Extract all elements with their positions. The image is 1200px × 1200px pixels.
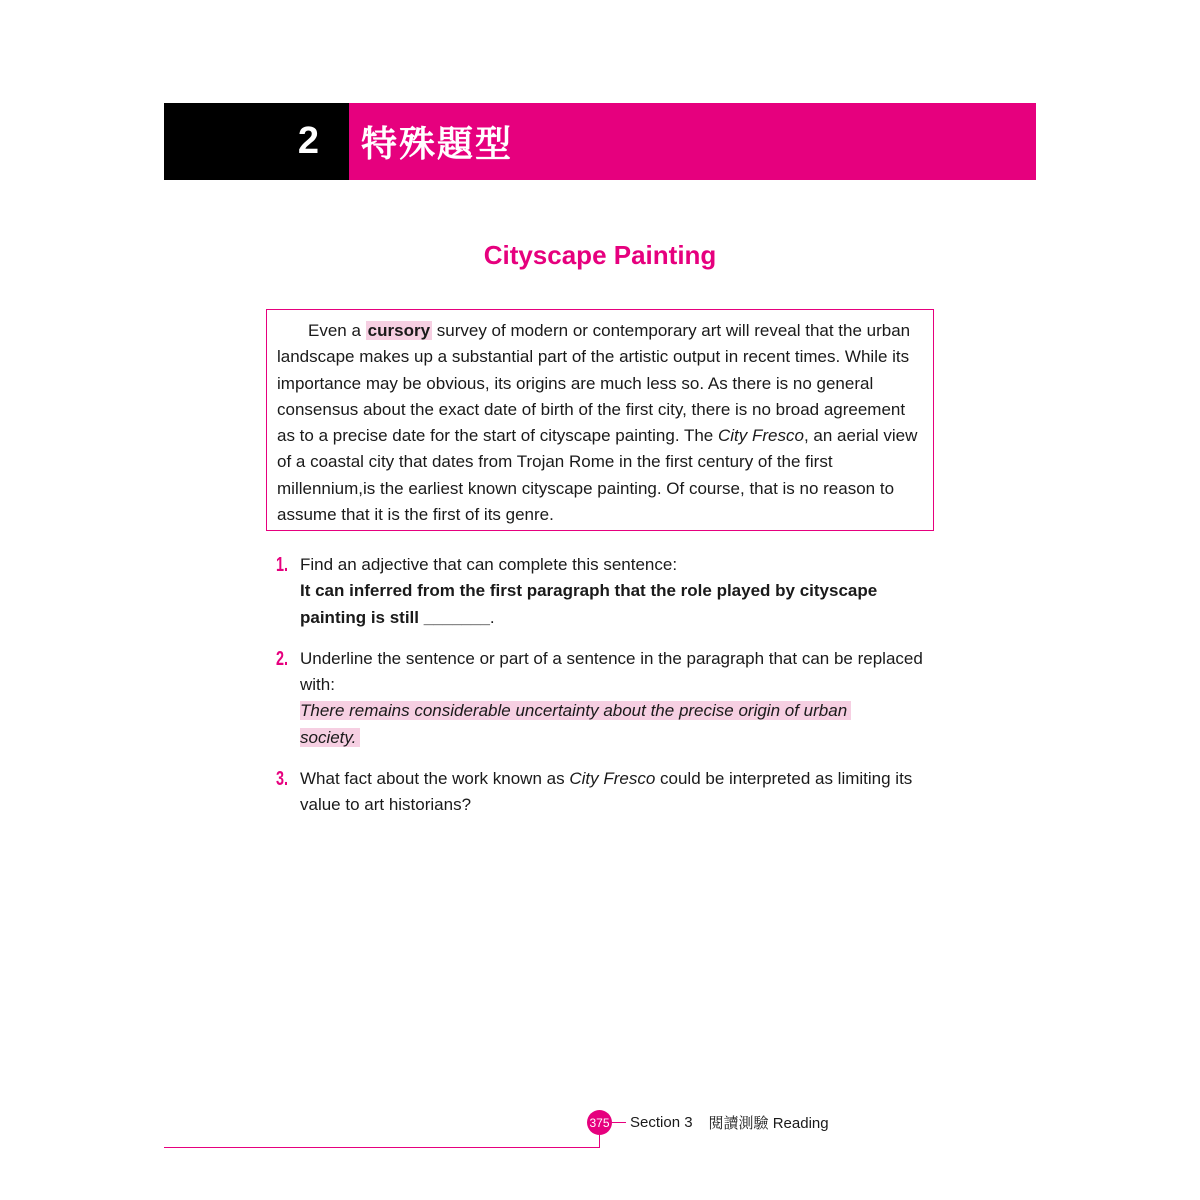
question-body <box>300 766 936 819</box>
section-banner <box>164 103 1036 180</box>
footer-rule <box>164 1147 600 1148</box>
question-body <box>300 646 936 751</box>
question-item <box>276 766 936 819</box>
passage-paragraph <box>277 318 925 528</box>
question-sentence <box>300 578 936 631</box>
passage-text-middle: survey of modern or contemporary art will reveal that the urban landscape makes up a substantial part of the artistic output in recent times. While its importance may be obvious, its origins are much less so. As there is no general consensus about the exact date of birth of the first city, there is no broad agreement as to a precise date for the start of cityscape painting. The <box>277 321 911 446</box>
question-number: 1. <box>276 554 289 576</box>
section-number: 2 <box>164 103 349 180</box>
highlight-line-1: There remains considerable uncertainty about the precise origin of urban <box>300 701 851 720</box>
question-number: 2. <box>276 647 289 670</box>
question-highlight <box>300 698 936 724</box>
section-title: 特殊題型 <box>349 103 1036 180</box>
question-prompt-end: could be interpreted as limiting its value to art historians? <box>300 769 913 815</box>
question-list <box>276 552 936 834</box>
footer-rule-vertical <box>599 1135 600 1147</box>
footer-tick <box>612 1122 626 1124</box>
highlight-line-2: society. <box>300 728 360 747</box>
question-italic-work: City Fresco <box>569 769 656 789</box>
footer-section-title: 閱讀測驗 Reading <box>708 1115 829 1132</box>
question-body <box>300 552 936 631</box>
question-number: 3. <box>276 768 289 791</box>
highlighted-vocab-word: cursory <box>367 321 431 340</box>
question-item <box>276 552 936 631</box>
passage-text-end: , an aerial view of a coastal city that dates from Trojan Rome in the first century of the first millennium,is the earliest known cityscape painting. Of course, that is no reason to assume that it is the first of its genre. <box>277 426 918 525</box>
footer-section: Section 3 <box>630 1114 693 1131</box>
question-highlight-cont <box>300 725 936 751</box>
reading-passage <box>266 309 934 531</box>
question-prompt-start: What fact about the work known as <box>300 769 570 789</box>
question-prompt: Find an adjective that can complete this sentence: <box>300 555 678 574</box>
passage-text-start: Even a <box>308 321 366 340</box>
question-prompt: Underline the sentence or part of a sentence in the paragraph that can be replaced with: <box>300 648 923 695</box>
page-footer <box>587 1110 829 1135</box>
question-bold-sentence: It can inferred from the first paragraph that the role played by cityscape painting is still _______ <box>300 581 878 627</box>
question-bold-end: . <box>489 607 495 627</box>
article-title: Cityscape Painting <box>483 240 717 270</box>
passage-italic-work: City Fresco <box>718 426 804 446</box>
question-item <box>276 646 936 751</box>
page-number-badge: 375 <box>587 1110 612 1135</box>
